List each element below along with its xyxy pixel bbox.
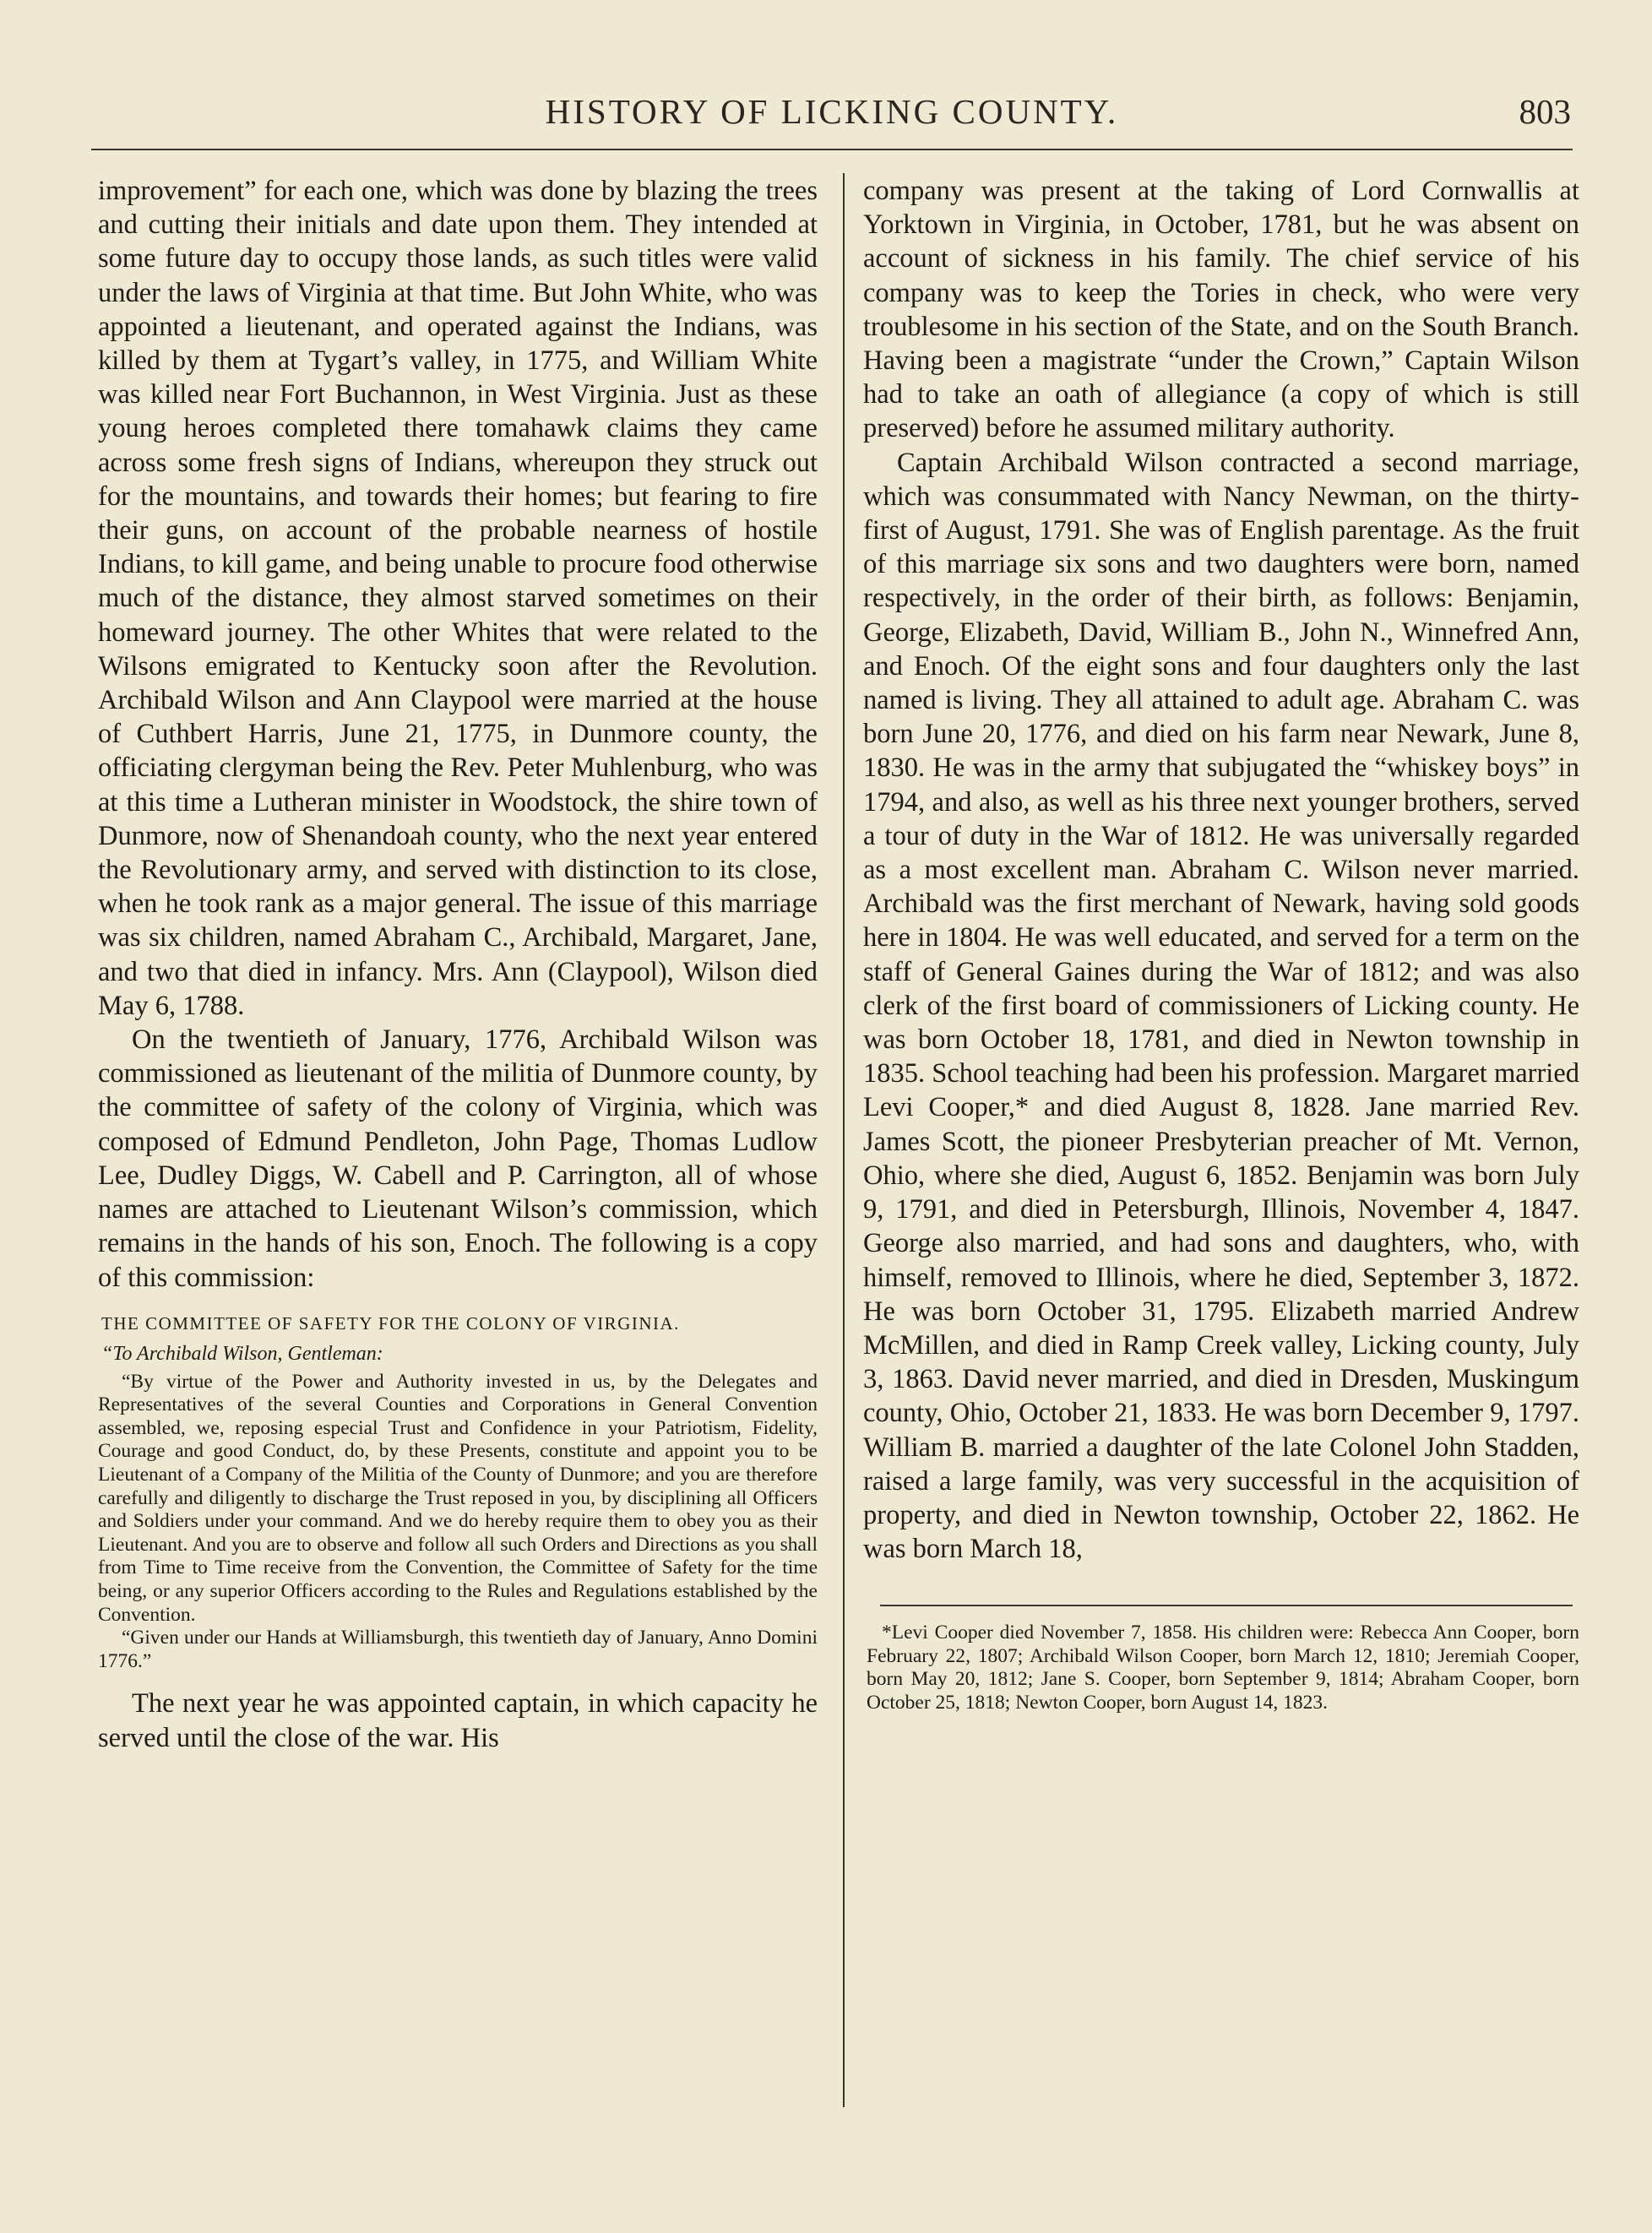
paragraph: company was present at the taking of Lord Cornwallis at Yorktown in Virginia, in October, 1781, but he was absent on account of sickness in his family. The chief service of his company was to keep the Tories in check, who were very troublesome in his section of the State, and on the South Branch. Having been a magistrate “under the Crown,” Captain Wilson had to take an oath of allegiance (a copy of which is still preserved) before he assumed military authority. [863, 176, 1579, 444]
commission-salutation: “To Archibald Wilson, Gentleman: [101, 1342, 383, 1365]
running-head-title: HISTORY OF LICKING COUNTY. [545, 92, 1119, 131]
page-number: 803 [1519, 92, 1571, 131]
page-header [93, 91, 1571, 142]
paragraph: The next year he was appointed captain, in which capacity he served until the close of the war. His [98, 1688, 818, 1753]
commission-heading: THE COMMITTEE OF SAFETY FOR THE COLONY OF VIRGINIA. [101, 1312, 680, 1334]
paragraph: improvement” for each one, which was done by blazing the trees and cutting their initials and date upon them. They intended at some future day to occupy those lands, as such titles were valid under the laws of Virginia at that time. But John White, who was appointed a lieutenant, and operated against the Indians, was killed by them at Tygart’s valley, in 1775, and William White was killed near Fort Buchannon, in West Virginia. Just as these young heroes completed there tomahawk claims they came across some fresh signs of Indians, whereupon they struck out for the mountains, and towards their homes; but fearing to fire their guns, on account of the probable nearness of hostile Indians, to kill game, and being unable to procure food otherwise much of the distance, they almost starved sometimes on their homeward journey. The other Whites that were related to the Wilsons emigrated to Kentucky soon after the Revolution. Archibald Wilson and Ann Claypool were married at the house of Cuthbert Harris, June 21, 1775, in Dunmore county, the officiating clergyman being the Rev. Peter Muhlenburg, who was at this time a Lutheran minister in Woodstock, the shire town of Dunmore, now of Shenandoah county, who the next year entered the Revolutionary army, and served with distinction to its close, when he took rank as a major general. The issue of this marriage was six children, named Abraham C., Archibald, Margaret, Jane, and two that died in infancy. Mrs. Ann (Claypool), Wilson died May 6, 1788. [98, 176, 818, 1021]
commission-body: “By virtue of the Power and Authority invested in us, by the Delegates and Representatives of the several Counties and Corporations in General Convention assembled, we, reposing especial Trust and Confidence in your Patriotism, Fidelity, Courage and good Conduct, do, by these Presents, constitute and appoint you to be Lieutenant of a Company of the Militia of the County of Dunmore; and you are therefore carefully and diligently to discharge the Trust reposed in you, by disciplining all Officers and Soldiers under your command. And we do hereby require them to obey you as their Lieutenant. And you are to observe and follow all such Orders and Directions as you shall from Time to Time receive from the Convention, the Committee of Safety for the time being, or any superior Officers according to the Rules and Regulations established by the Convention. [98, 1370, 818, 1626]
footnote: *Levi Cooper died November 7, 1858. His children were: Rebecca Ann Cooper, born February 22, 1807; Archibald Wilson Cooper, born March 12, 1810; Jeremiah Cooper, born May 20, 1812; Jane S. Cooper, born September 9, 1814; Abraham Cooper, born October 25, 1818; Newton Cooper, born August 14, 1823. [867, 1622, 1579, 1714]
commission-block [98, 1313, 818, 1674]
paragraph: On the twentieth of January, 1776, Archibald Wilson was commissioned as lieutenant of the militia of Dunmore county, by the committee of safety of the colony of Virginia, which was composed of Edmund Pendleton, John Page, Thomas Ludlow Lee, Dudley Diggs, W. Cabell and P. Carrington, all of whose names are attached to Lieutenant Wilson’s commission, which remains in the hands of his son, Enoch. The following is a copy of this commission: [98, 1024, 818, 1293]
commission-closing: “Given under our Hands at Williamsburgh, this twentieth day of January, Anno Domini 1776.” [98, 1627, 818, 1672]
footnote-rule [880, 1605, 1573, 1606]
paragraph: Captain Archibald Wilson contracted a second marriage, which was consummated with Nancy Newman, on the thirty-first of August, 1791. She was of English parentage. As the fruit of this marriage six sons and two daughters were born, named respectively, in the order of their birth, as follows: Benjamin, George, Elizabeth, David, William B., John N., Winnefred Ann, and Enoch. Of the eight sons and four daughters only the last named is living. They all attained to adult age. Abraham C. was born June 20, 1776, and died on his farm near Newark, June 8, 1830. He was in the army that subjugated the “whiskey boys” in 1794, and also, as well as his three next younger brothers, served a tour of duty in the War of 1812. He was universally regarded as a most excellent man. Abraham C. Wilson never married. Archibald was the first merchant of Newark, having sold goods here in 1804. He was well educated, and served for a term on the staff of General Gaines during the War of 1812; and was also clerk of the first board of commissioners of Licking county. He was born October 18, 1781, and died in Newton township in 1835. School teaching had been his profession. Margaret married Levi Cooper,* and died August 8, 1828. Jane married Rev. James Scott, the pioneer Presbyterian preacher of Mt. Vernon, Ohio, where she died, August 6, 1852. Benjamin was born July 9, 1791, and died in Petersburgh, Illinois, November 4, 1847. George also married, and had sons and daughters, who, with himself, removed to Illinois, where he died, September 3, 1872. He was born October 31, 1795. Elizabeth married Andrew McMillen, and died in Ramp Creek valley, Licking county, July 3, 1863. David never married, and died in Dresden, Muskingum county, Ohio, October 21, 1833. He was born December 9, 1797. William B. married a daughter of the late Colonel John Stadden, raised a large family, was very successful in the acquisition of property, and died in Newton township, October 22, 1862. He was born March 18, [863, 447, 1579, 1565]
column-divider [843, 173, 845, 2107]
left-column [98, 174, 818, 1755]
right-column [863, 174, 1579, 1714]
header-rule [91, 149, 1573, 150]
